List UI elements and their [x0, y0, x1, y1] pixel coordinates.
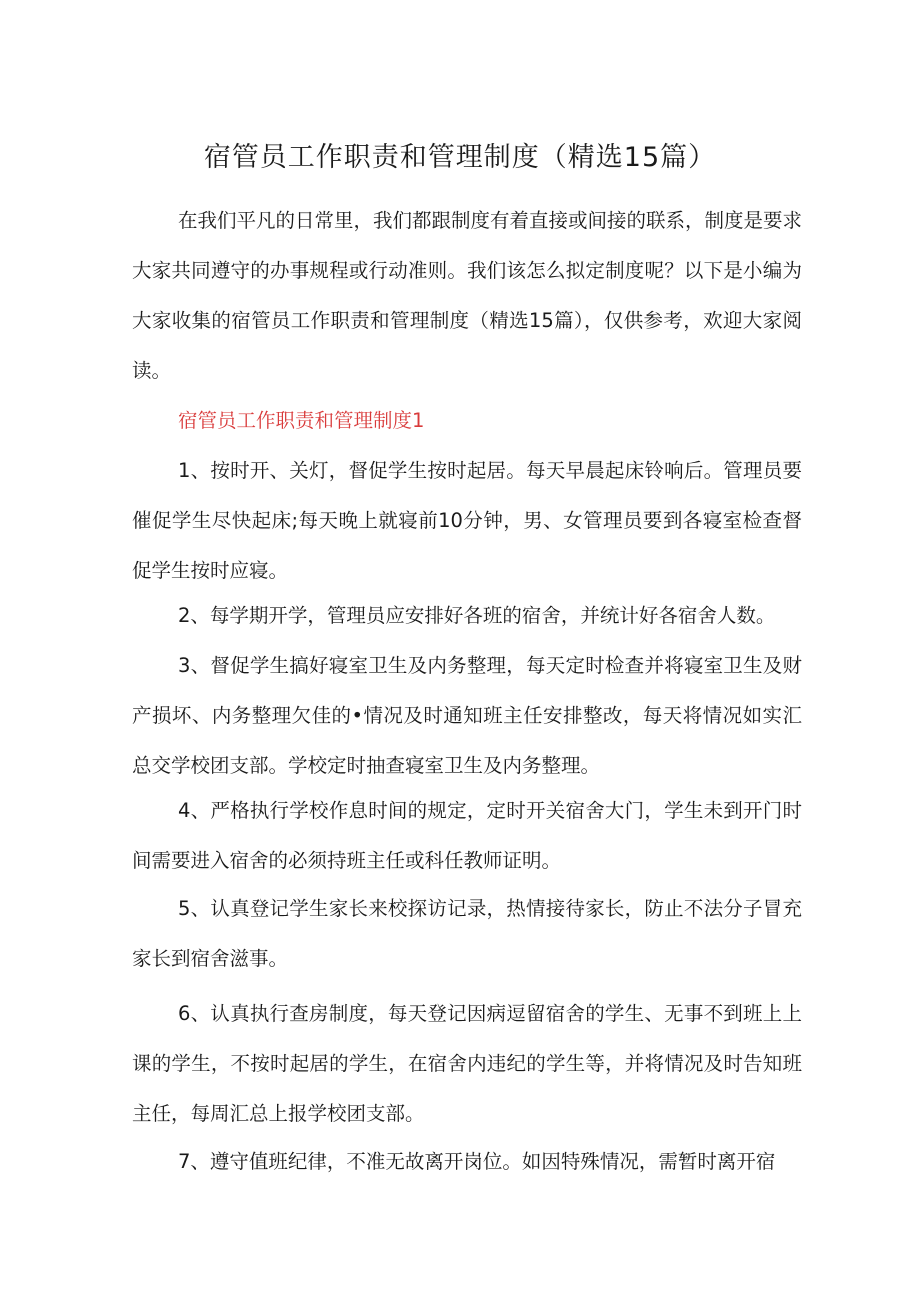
document-title: 宿管员工作职责和管理制度（精选15篇）	[203, 142, 717, 173]
list-item-2: 2、每学期开学，管理员应安排好各班的宿舍，并统计好各宿舍人数。	[178, 604, 776, 627]
list-item-1: 1、按时开、关灯，督促学生按时起居。每天早晨起床铃响后。管理员要催促学生尽快起床;每天晚上就寝前10分钟，男、女管理员要到各寝室检查督促学生按时应寝。	[132, 459, 802, 582]
list-item-6: 6、认真执行查房制度，每天登记因病逗留宿舍的学生、无事不到班上上课的学生，不按时起居的学生，在宿舍内违纪的学生等，并将情况及时告知班主任，每周汇总上报学校团支部。	[132, 1002, 802, 1125]
intro-paragraph: 在我们平凡的日常里，我们都跟制度有着直接或间接的联系，制度是要求大家共同遵守的办事规程或行动准则。我们该怎么拟定制度呢？以下是小编为大家收集的宿管员工作职责和管理制度（精选15篇），仅供参考，欢迎大家阅读。	[132, 209, 803, 382]
list-item-4: 4、严格执行学校作息时间的规定，定时开关宿舍大门，学生未到开门时间需要进入宿舍的必须持班主任或科任教师证明。	[132, 799, 802, 872]
section-heading: 宿管员工作职责和管理制度1	[178, 409, 425, 432]
list-item-7: 7、遵守值班纪律，不准无故离开岗位。如因特殊情况，需暂时离开宿	[178, 1150, 776, 1173]
list-item-5: 5、认真登记学生家长来校探访记录，热情接待家长，防止不法分子冒充家长到宿舍滋事。	[132, 897, 802, 970]
list-item-3: 3、督促学生搞好寝室卫生及内务整理，每天定时检查并将寝室卫生及财产损坏、内务整理欠佳的•情况及时通知班主任安排整改，每天将情况如实汇总交学校团支部。学校定时抽查寝室卫生及内务整理。	[132, 654, 802, 777]
